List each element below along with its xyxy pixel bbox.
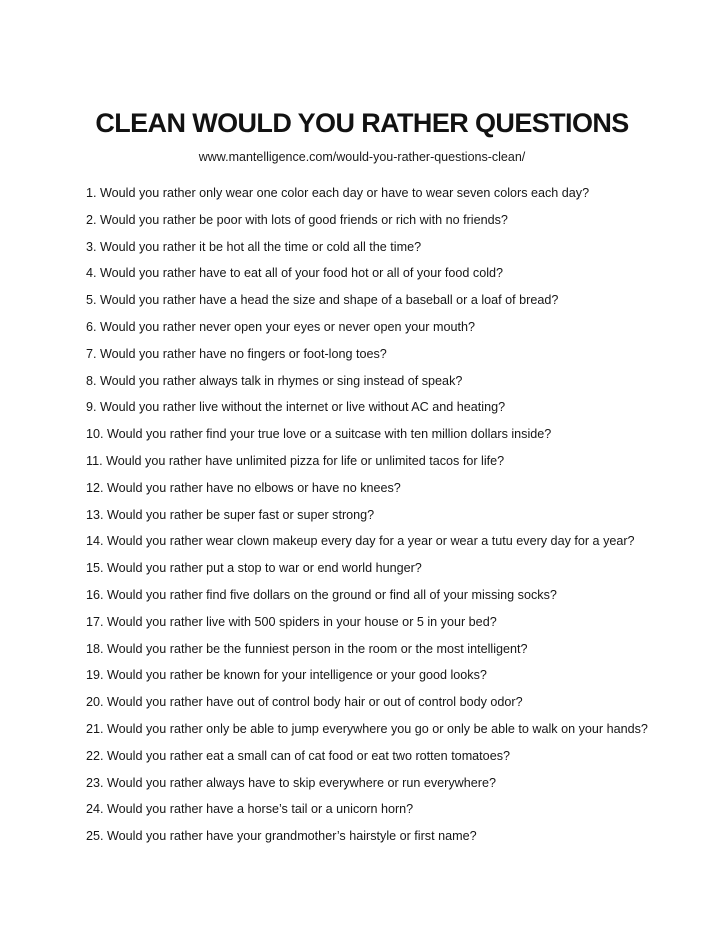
question-item: 12. Would you rather have no elbows or have no knees? — [86, 480, 401, 495]
source-url: www.mantelligence.com/would-you-rather-questions-clean/ — [198, 150, 526, 164]
question-item: 2. Would you rather be poor with lots of good friends or rich with no friends? — [86, 212, 508, 227]
question-item: 17. Would you rather live with 500 spiders in your house or 5 in your bed? — [86, 614, 497, 629]
question-item: 8. Would you rather always talk in rhymes or sing instead of speak? — [86, 373, 463, 388]
question-item: 25. Would you rather have your grandmother’s hairstyle or first name? — [86, 829, 477, 844]
question-item: 1. Would you rather only wear one color each day or have to wear seven colors each day? — [86, 186, 590, 200]
page-title: CLEAN WOULD YOU RATHER QUESTIONS — [95, 108, 629, 138]
question-item: 13. Would you rather be super fast or super strong? — [86, 507, 375, 522]
question-list — [86, 183, 706, 853]
question-item: 21. Would you rather only be able to jump everywhere you go or only be able to walk on your hands? — [86, 721, 648, 736]
question-item: 10. Would you rather find your true love or a suitcase with ten million dollars inside? — [86, 427, 552, 442]
question-item: 24. Would you rather have a horse’s tail or a unicorn horn? — [86, 802, 414, 817]
question-item: 19. Would you rather be known for your intelligence or your good looks? — [86, 668, 487, 683]
question-item: 3. Would you rather it be hot all the time or cold all the time? — [86, 239, 422, 254]
question-item: 6. Would you rather never open your eyes or never open your mouth? — [86, 319, 476, 334]
question-item: 16. Would you rather find five dollars on the ground or find all of your missing socks? — [86, 587, 557, 602]
question-item: 7. Would you rather have no fingers or foot-long toes? — [86, 346, 387, 361]
question-item: 5. Would you rather have a head the size and shape of a baseball or a loaf of bread? — [86, 293, 559, 308]
question-item: 20. Would you rather have out of control body hair or out of control body odor? — [86, 695, 523, 710]
question-item: 14. Would you rather wear clown makeup every day for a year or wear a tutu every day for a year? — [86, 534, 635, 549]
question-item: 15. Would you rather put a stop to war or end world hunger? — [86, 561, 422, 576]
question-item: 23. Would you rather always have to skip everywhere or run everywhere? — [86, 775, 496, 790]
question-item: 9. Would you rather live without the internet or live without AC and heating? — [86, 400, 506, 415]
question-item: 11. Would you rather have unlimited pizza for life or unlimited tacos for life? — [86, 453, 505, 468]
question-item: 18. Would you rather be the funniest person in the room or the most intelligent? — [86, 641, 528, 656]
question-item: 22. Would you rather eat a small can of cat food or eat two rotten tomatoes? — [86, 748, 510, 763]
question-item: 4. Would you rather have to eat all of your food hot or all of your food cold? — [86, 266, 504, 281]
